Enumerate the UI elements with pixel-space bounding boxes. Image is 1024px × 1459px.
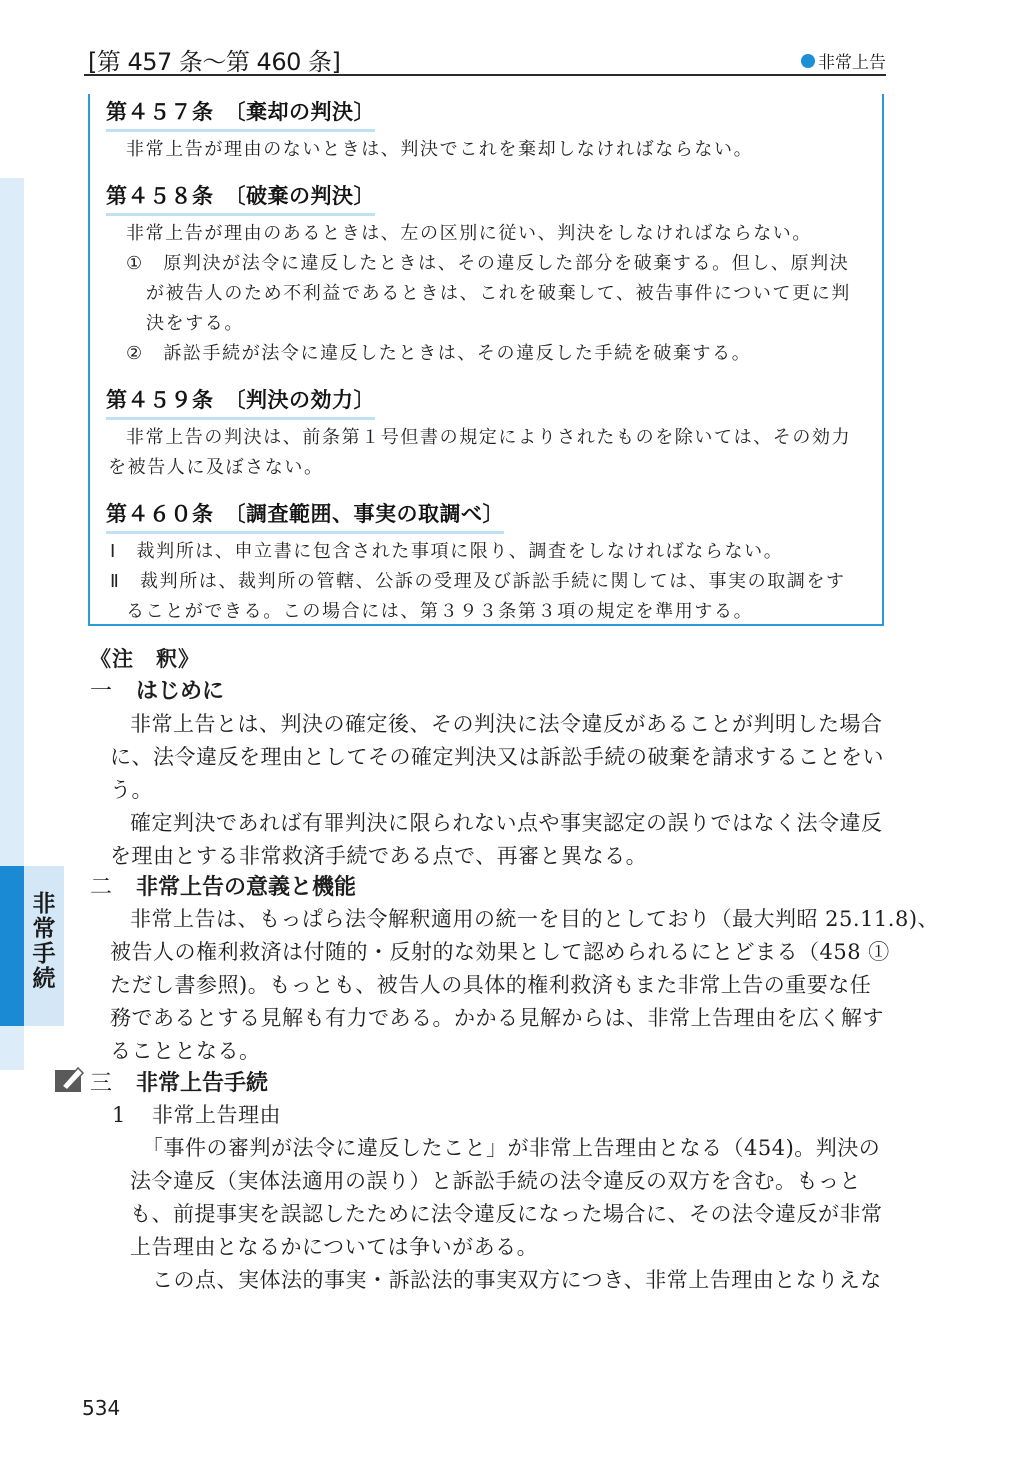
paragraph-line: を理由とする非常救済手続である点で、再審と異なる。 — [110, 844, 648, 868]
article-460-paragraph-2: Ⅱ 裁判所は、裁判所の管轄、公訴の受理及び訴訟手続に関しては、事実の取調をす — [110, 571, 846, 592]
article-460-paragraph-1: Ⅰ 裁判所は、申立書に包含された事項に限り、調査をしなければならない。 — [110, 541, 784, 562]
bullet-icon — [801, 54, 815, 68]
paragraph-line: 務であるとする見解も有力である。かかる見解からは、非常上告理由を広く解す — [110, 1006, 884, 1030]
article-457-text: 非常上告が理由のないときは、判決でこれを棄却しなければならない。 — [126, 139, 754, 160]
article-458-item-1-cont: 決をする。 — [146, 313, 244, 334]
section-number: 三 — [90, 1071, 113, 1096]
article-460-title: 第４６０条 〔調査範囲、事実の取調べ〕 — [106, 498, 504, 534]
paragraph-line: 非常上告は、もっぱら法令解釈適用の統一を目的としており（最大判昭 25.11.8)、 — [130, 907, 940, 931]
subsection-title: 非常上告理由 — [152, 1103, 281, 1127]
paragraph-line: 法令違反（実体法適用の誤り）と訴訟手続の法令違反の双方を含む。もっと — [130, 1169, 861, 1193]
subsection-number: 1 — [112, 1103, 126, 1127]
paragraph-line: 被告人の権利救済は付随的・反射的な効果として認められるにとどまる（458 ① — [110, 940, 890, 964]
paragraph-line: に、法令違反を理由としてその確定判決又は訴訟手続の破棄を請求することをい — [110, 745, 884, 769]
chapter-tab-char: 非 — [32, 891, 56, 917]
section-title: 非常上告手続 — [136, 1071, 269, 1096]
article-458-item-1-cont: が被告人のため不利益であるときは、これを破棄して、被告事件について更に判 — [146, 283, 851, 304]
section-label — [801, 48, 886, 73]
chapter-tab-char: 手 — [32, 941, 56, 967]
paragraph-line: 「事件の審判が法令に違反したこと」が非常上告理由となる（454)。判決の — [142, 1136, 881, 1160]
article-458-item-2: ② 訴訟手続が法令に違反したときは、その違反した手続を破棄する。 — [126, 343, 752, 364]
chapter-tab-char: 常 — [32, 916, 56, 942]
paragraph-line: も、前提事実を誤認したために法令違反になった場合に、その法令違反が非常 — [130, 1202, 883, 1226]
chapter-tab-char: 続 — [32, 966, 56, 992]
section-label-text: 非常上告 — [818, 53, 886, 73]
article-459-text-cont: を被告人に及ぼさない。 — [108, 457, 324, 478]
article-457-title: 第４５７条 〔棄却の判決〕 — [106, 96, 375, 132]
article-458-title: 第４５８条 〔破棄の判決〕 — [106, 180, 375, 216]
article-459-title: 第４５９条 〔判決の効力〕 — [106, 384, 375, 420]
chapter-tab-label — [28, 892, 60, 992]
article-459-text: 非常上告の判決は、前条第１号但書の規定によりされたものを除いては、その効力 — [126, 427, 852, 448]
paragraph-line: う。 — [110, 778, 153, 802]
article-458-text: 非常上告が理由のあるときは、左の区別に従い、判決をしなければならない。 — [126, 223, 812, 244]
section-heading — [90, 1066, 268, 1097]
chapter-tab — [0, 866, 64, 1026]
subsection-heading — [112, 1099, 281, 1129]
article-range: [第 457 条〜第 460 条] — [88, 48, 341, 76]
paragraph-line: ることとなる。 — [110, 1039, 261, 1063]
article-458-item-1: ① 原判決が法令に違反したときは、その違反した部分を破棄する。但し、原判決 — [126, 253, 850, 274]
section-number: 二 — [90, 875, 113, 900]
pencil-note-icon — [54, 1064, 86, 1094]
section-number: 一 — [90, 679, 113, 704]
paragraph-line: 確定判決であれば有罪判決に限られない点や事実認定の誤りではなく法令違反 — [130, 811, 883, 835]
paragraph-line: 非常上告とは、判決の確定後、その判決に法令違反があることが判明した場合 — [130, 712, 883, 736]
paragraph-line: 上告理由となるかについては争いがある。 — [130, 1235, 539, 1259]
section-title: 非常上告の意義と機能 — [136, 875, 357, 900]
paragraph-line: この点、実体法的事実・訴訟法的事実双方につき、非常上告理由となりえな — [152, 1268, 882, 1292]
section-heading — [90, 870, 356, 901]
paragraph-line: ただし書参照)。もっとも、被告人の具体的権利救済もまた非常上告の重要な任 — [110, 973, 872, 997]
section-title: はじめに — [136, 679, 225, 704]
page-number: 534 — [82, 1396, 121, 1420]
commentary-heading: 《注 釈》 — [90, 647, 200, 671]
page-header — [84, 40, 886, 76]
section-heading — [90, 674, 224, 705]
chapter-tab-marker — [0, 866, 24, 1026]
article-460-paragraph-2-cont: ることができる。この場合には、第３９３条第３項の規定を準用する。 — [126, 601, 754, 622]
